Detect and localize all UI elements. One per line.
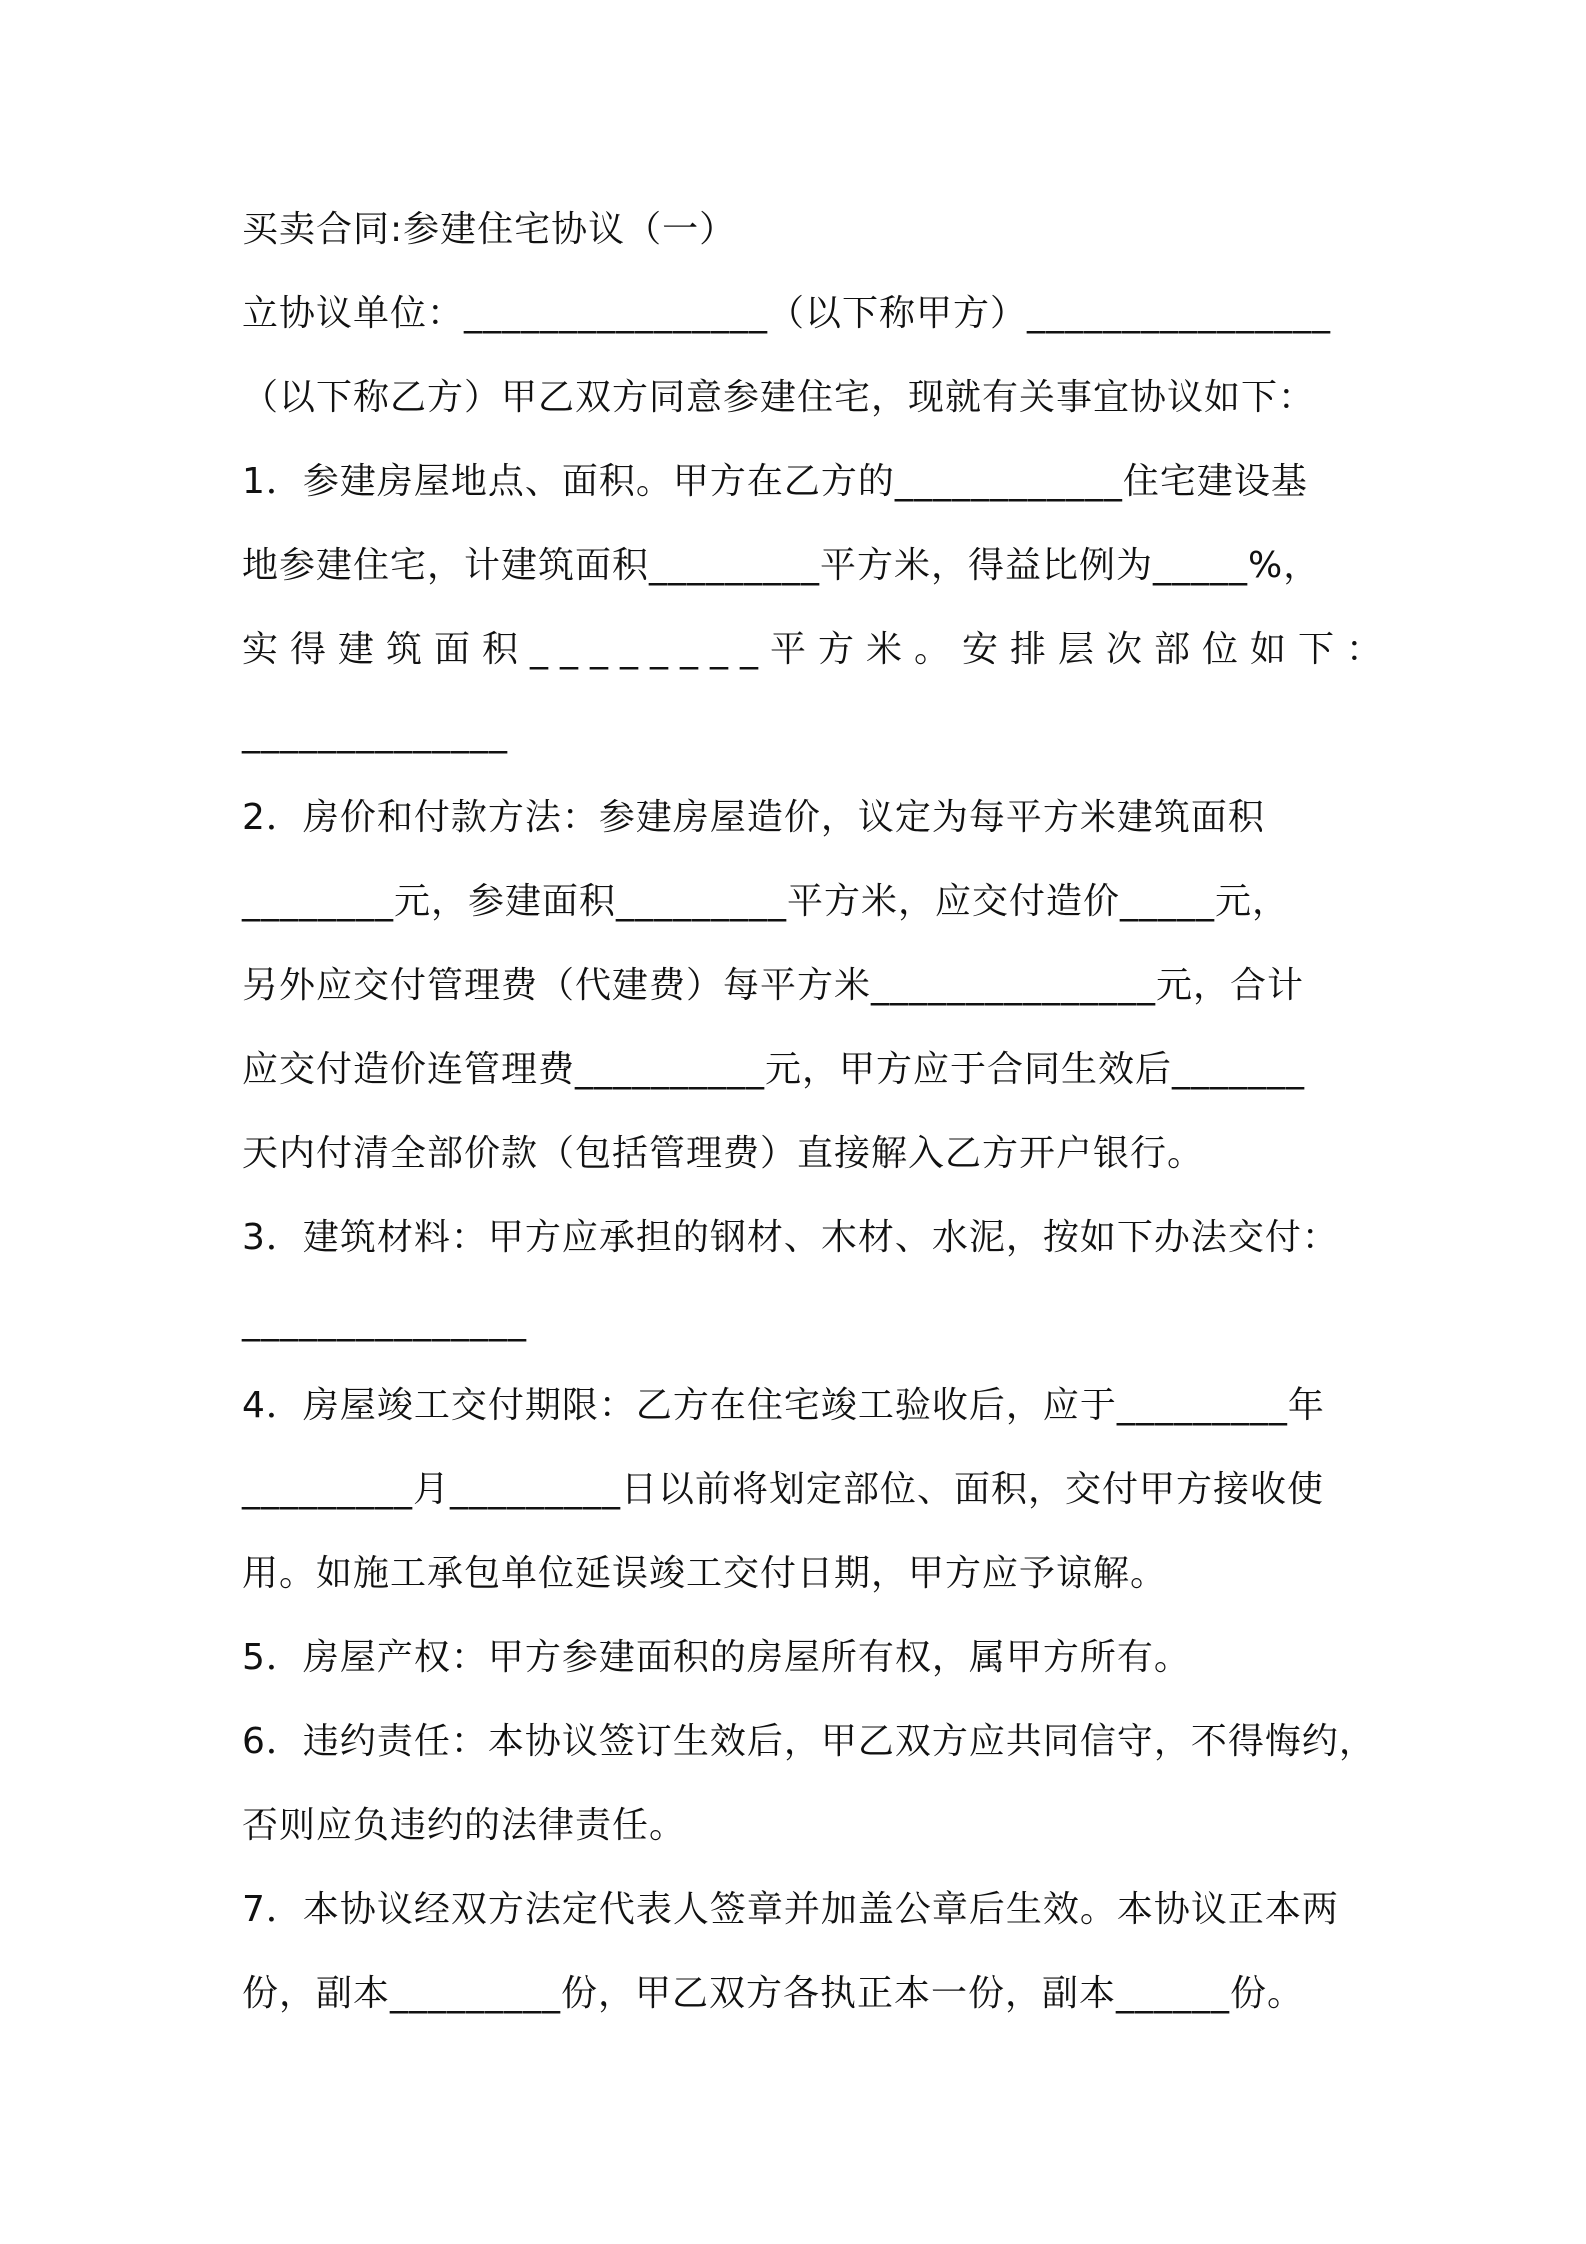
clause-4-line-1: 4．房屋竣工交付期限：乙方在住宅竣工验收后，应于_________年 [242,1385,1325,1426]
clause-7-line-2: 份，副本_________份，甲乙双方各执正本一份，副本______份。 [242,1973,1305,2014]
clause-1-blank: ______________ [242,713,508,754]
clause-6-line-1: 6．违约责任：本协议签订生效后，甲乙双方应共同信守，不得悔约， [242,1721,1376,1762]
clause-2-line-1: 2．房价和付款方法：参建房屋造价，议定为每平方米建筑面积 [242,797,1265,838]
clause-1-line-1: 1．参建房屋地点、面积。甲方在乙方的____________住宅建设基 [242,461,1308,502]
clause-2-line-3: 另外应交付管理费（代建费）每平方米_______________元，合计 [242,965,1305,1006]
clause-5-line-1: 5．房屋产权：甲方参建面积的房屋所有权，属甲方所有。 [242,1637,1191,1678]
clause-7-line-1: 7．本协议经双方法定代表人签章并加盖公章后生效。本协议正本两 [242,1889,1339,1930]
clause-3-blank: _______________ [242,1301,527,1342]
clause-2-line-2: ________元，参建面积_________平方米，应交付造价_____元， [242,881,1290,922]
clause-2-line-4: 应交付造价连管理费__________元，甲方应于合同生效后_______ [242,1049,1306,1090]
clause-3-line-1: 3．建筑材料：甲方应承担的钢材、木材、水泥，按如下办法交付： [242,1217,1339,1258]
clause-4-line-2: _________月_________日以前将划定部位、面积，交付甲方接收使 [242,1469,1325,1510]
agreement-parties-line: 立协议单位：________________（以下称甲方）________________ [242,293,1332,334]
clause-2-line-5: 天内付清全部价款（包括管理费）直接解入乙方开户银行。 [242,1133,1205,1174]
agreement-intro-line: （以下称乙方）甲乙双方同意参建住宅，现就有关事宜协议如下： [242,377,1316,418]
clause-1-line-3: 实得建筑面积________平方米。安排层次部位如下： [242,629,1395,670]
clause-4-line-3: 用。如施工承包单位延误竣工交付日期，甲方应予谅解。 [242,1553,1168,1594]
clause-1-line-2: 地参建住宅，计建筑面积_________平方米，得益比例为_____%， [242,545,1321,586]
document-title: 买卖合同:参建住宅协议（一） [242,209,737,250]
clause-6-line-2: 否则应负违约的法律责任。 [242,1805,687,1846]
